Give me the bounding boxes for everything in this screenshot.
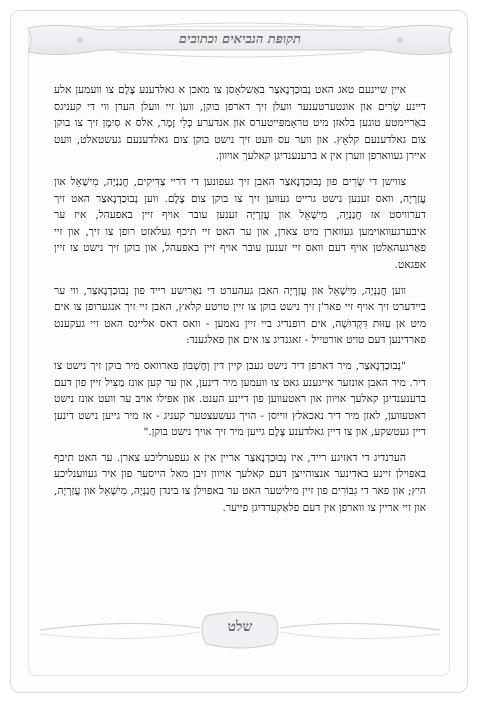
paragraph-2: צווישן די שָׂרִים פון נְבוּכַדְנֶאצַר האבן זיך געפונען די דריי צַדִּיקִים, חֲנַנְיָה, מִישָׁאֵל און עֲזַרְיָה, וואס זענען נישט גרייט געווען זיך צו בוקן צום צֶלֶם. ווען נְבוּכַדְנֶאצַר האט זיך דערוויסט אז חֲנַנְיָה, מִישָׁאֵל און עֲזַרְיָה זענען עובר אויף זיין באפעהל, איז ער איבערגעוואוימען געווארן מיט צארן, און ער האט זיי תיכף געלאזט רופן צו זיך, און זיי פאַרגעהאַלטן אויף דעם וואס זיי זענען עובר אויף זיין באפעהל, און בוקן זיך נישט צו זיין אפגאט. xyxy=(54,175,426,271)
paragraph-3: ווען חֲנַנְיָה, מִישָׁאֵל און עֲזַרְיָה האבן געהערט די נאַרישע רייד פון נְבוּכַדְנֶאצַר, ווי ער ביידערט זיך אויף זיי פאר'ן זיך נישט בוקן צו זיין טויטע קלאץ, האבן זיי זיך אנגערופן צו אים מיט אן עַזּוּת דִּקְדוּשָׁה, אים רופנדיג ביי זיין נאמען - וואס דאס אליינס האט זיי געקענט פארדינען דעם טויט אורטייל - זאגנדיג צו אים און פאלגענד: xyxy=(54,284,426,347)
header-banner xyxy=(20,20,460,58)
paragraph-1: איין שיינעם טאג האט נְבוּכַדְנֶאצַר באַשלאָסן צו מאכן א גאלדענע צֶלֶם צו וועמען אלע דיינע שָׂרִים און אונטערטענער וועלן זיך דארפן בוקן, וועןׂ זיי וועלן הערן ווי די קעניגס באַריימטע טונען בלאזן מיט טראָמפּייטערס און אנדערע כְּלֵי זֶמֶר, אלס א סִימָן זיך צו בוקן צום גאלדענעם קלאָץ. און ווער עס וועט זיך נישט בוקן צום גאלדענעם געשטאלט, וועט איירן געווארפן ווערן אין א ברענענדיגן קאלעך אויוון. xyxy=(54,84,426,163)
page-number: שלט xyxy=(227,619,253,635)
paragraph-5: הערנדיג די דאזיגע רייד, איז נְבוּכַדְנֶאצַר אריין אין א געפערליכע צארן. ער האט תיכף באפוילן זיינע באדינער אנצוהייצן דעם קאלעך אויוון זיבן מאל הייסער פון איר געווענליכע היץ; און פאר די גִבּוֹרִים פון זיין מיליטער האט ער באפוילן צו בינדן חֲנַנְיָה, מִישָׁאֵל און עֲזַרְיָה, און זיי אריין צו ווארפן אין דעם פלאַקערדיגן פייער. xyxy=(54,451,426,514)
running-header: תקופת הנביאים וכתובים xyxy=(178,32,302,47)
body-text xyxy=(54,82,426,525)
paragraph-4: "נְבוּכַדְנֶאצַר, מיר דארפן דיר נישט געבן קיין דין וְחֶשְׁבּוֹן פארוואס מיר בוקן זיך נישט צו דיר. מיר האבן אונזער אייגענע גאט צו וועמען מיר דינען, און ער קען אונז מַצִּיל זיין פון דעם ברענענדיגן קאלעך אויוון און ראטעווען פון דיינע הענט. און אפילו אויב ער וועט אונז נישט ראטעווען, לאזן מיר דיר נאכאלץ ווייסן - הויך געשעצטער קעניג - אז מיר גייען נישט דינען דיין געטשקע, און צו דיין גאלדענע צֶלֶם גייען מיר זיך אויך נישט בוקן." xyxy=(54,359,426,439)
